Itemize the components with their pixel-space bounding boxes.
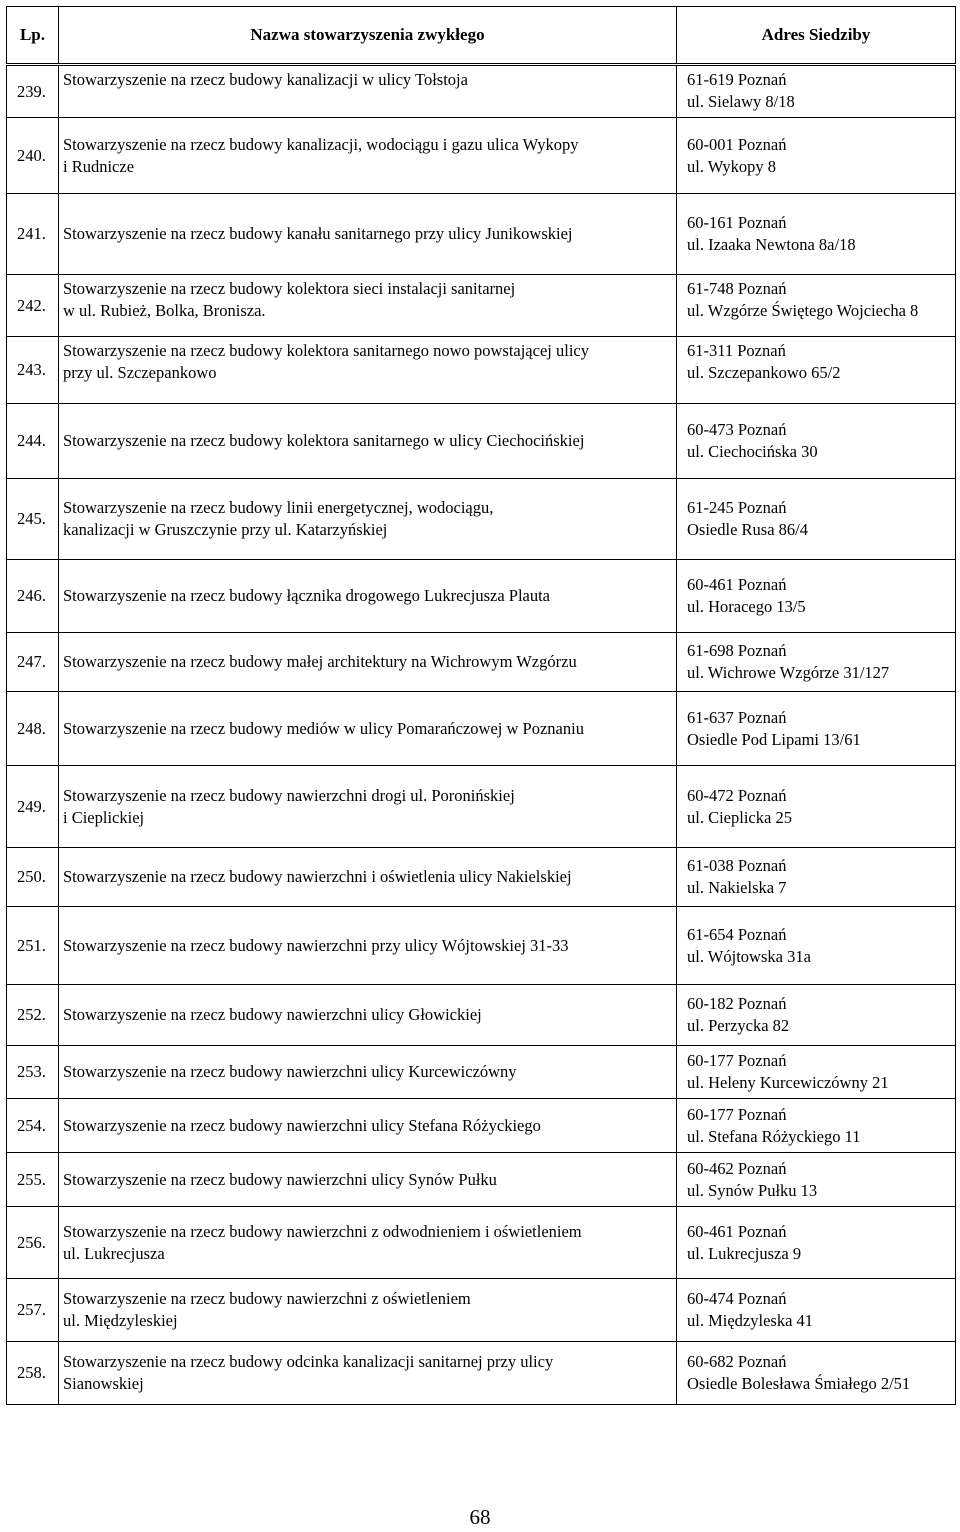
association-name-line: Stowarzyszenie na rzecz budowy kolektora sanitarnego w ulicy Ciechocińskiej [63,431,585,450]
row-number: 255. [7,1153,59,1207]
table-row [7,907,956,985]
address-line: 60-177 Poznań [687,1051,787,1070]
table-row [7,194,956,275]
table-row [7,1099,956,1153]
address-line: 61-311 Poznań [687,341,786,360]
table-row [7,1279,956,1342]
association-address [677,692,956,766]
association-name-line: Stowarzyszenie na rzecz budowy linii energetycznej, wodociągu, [63,498,494,517]
row-number: 250. [7,848,59,907]
address-line: Osiedle Pod Lipami 13/61 [687,729,861,749]
association-address [677,479,956,560]
association-name [59,118,677,194]
association-name [59,766,677,848]
association-name-line: Stowarzyszenie na rzecz budowy nawierzchni z oświetleniem [63,1289,471,1308]
header-row [7,7,956,65]
table-header [7,7,956,65]
association-name-line: Stowarzyszenie na rzecz budowy nawierzchni z odwodnieniem i oświetleniem [63,1221,582,1241]
address-line: ul. Synów Pułku 13 [687,1180,818,1200]
association-address [677,1207,956,1279]
address-line: 60-682 Poznań [687,1352,787,1371]
address-line: 61-038 Poznań [687,856,787,875]
address-line: ul. Wzgórze Świętego Wojciecha 8 [687,301,919,320]
association-name-line: i Rudnicze [63,156,135,176]
address-line: 61-619 Poznań [687,70,787,89]
association-address [677,766,956,848]
association-address [677,633,956,692]
table-row [7,1342,956,1405]
association-name [59,560,677,633]
row-number: 253. [7,1046,59,1099]
association-name [59,848,677,907]
row-number: 243. [7,337,59,404]
association-name [59,1046,677,1099]
address-line: Osiedle Rusa 86/4 [687,520,808,539]
association-name-line: Stowarzyszenie na rzecz budowy kanału sanitarnego przy ulicy Junikowskiej [63,224,573,243]
association-address [677,65,956,118]
address-line: 60-161 Poznań [687,213,787,232]
address-line: 60-461 Poznań [687,575,787,594]
association-address [677,1153,956,1207]
association-name [59,194,677,275]
association-name-line: Stowarzyszenie na rzecz budowy nawierzchni ulicy Synów Pułku [63,1169,497,1189]
association-name-line: Sianowskiej [63,1374,144,1393]
association-name [59,404,677,479]
table-row [7,337,956,404]
table-row [7,1207,956,1279]
association-address [677,848,956,907]
association-name-line: Stowarzyszenie na rzecz budowy nawierzchni ulicy Kurcewiczówny [63,1062,517,1081]
association-name [59,633,677,692]
association-address [677,1099,956,1153]
association-name [59,479,677,560]
address-line: 61-245 Poznań [687,498,787,517]
row-number: 244. [7,404,59,479]
association-address [677,985,956,1046]
association-name [59,907,677,985]
associations-table [6,6,956,1405]
association-address [677,1046,956,1099]
address-line: 60-472 Poznań [687,785,787,805]
address-line: 60-001 Poznań [687,134,787,154]
row-number: 239. [7,65,59,118]
association-name [59,337,677,404]
association-name [59,1099,677,1153]
address-line: 61-637 Poznań [687,707,787,727]
association-name [59,985,677,1046]
association-address [677,194,956,275]
address-line: Osiedle Bolesława Śmiałego 2/51 [687,1374,911,1393]
association-name [59,1153,677,1207]
address-line: ul. Sielawy 8/18 [687,92,795,111]
address-line: 60-182 Poznań [687,994,787,1013]
row-number: 247. [7,633,59,692]
row-number: 246. [7,560,59,633]
association-name [59,1342,677,1405]
row-number: 258. [7,1342,59,1405]
table-row [7,404,956,479]
row-number: 257. [7,1279,59,1342]
association-name-line: ul. Międzyleskiej [63,1311,178,1330]
association-address [677,1342,956,1405]
table-row [7,118,956,194]
table-row [7,65,956,118]
row-number: 256. [7,1207,59,1279]
address-line: ul. Heleny Kurcewiczówny 21 [687,1073,889,1092]
association-name-line: Stowarzyszenie na rzecz budowy nawierzchni ulicy Głowickiej [63,1005,482,1024]
row-number: 254. [7,1099,59,1153]
table-row [7,275,956,337]
row-number: 251. [7,907,59,985]
address-line: 61-698 Poznań [687,641,787,660]
association-name-line: Stowarzyszenie na rzecz budowy odcinka kanalizacji sanitarnej przy ulicy [63,1352,554,1371]
association-name-line: Stowarzyszenie na rzecz budowy mediów w ulicy Pomarańczowej w Poznaniu [63,718,584,738]
association-address [677,1279,956,1342]
association-name-line: Stowarzyszenie na rzecz budowy kanalizacji, wodociągu i gazu ulica Wykopy [63,134,579,154]
association-address [677,560,956,633]
row-number: 241. [7,194,59,275]
table-row [7,560,956,633]
row-number: 252. [7,985,59,1046]
header-address: Adres Siedziby [677,7,956,65]
address-line: ul. Wichrowe Wzgórze 31/127 [687,663,890,682]
row-number: 249. [7,766,59,848]
address-line: 60-177 Poznań [687,1104,787,1124]
address-line: 60-474 Poznań [687,1289,787,1308]
association-address [677,404,956,479]
address-line: 60-473 Poznań [687,420,787,439]
header-number: Lp. [7,7,59,65]
table-row [7,1153,956,1207]
table-row [7,479,956,560]
association-name [59,275,677,337]
association-name-line: przy ul. Szczepankowo [63,363,217,382]
association-name [59,1207,677,1279]
association-name-line: i Cieplickiej [63,807,145,827]
table-row [7,985,956,1046]
address-line: ul. Wykopy 8 [687,156,776,176]
address-line: ul. Izaaka Newtona 8a/18 [687,235,856,254]
row-number: 248. [7,692,59,766]
address-line: ul. Wójtowska 31a [687,946,811,966]
association-name-line: Stowarzyszenie na rzecz budowy nawierzchni przy ulicy Wójtowskiej 31-33 [63,935,569,955]
association-name-line: Stowarzyszenie na rzecz budowy kanalizacji w ulicy Tołstoja [63,70,468,89]
table-row [7,848,956,907]
address-line: ul. Ciechocińska 30 [687,442,818,461]
association-name [59,65,677,118]
address-line: 60-462 Poznań [687,1158,787,1178]
table-row [7,692,956,766]
address-line: ul. Lukrecjusza 9 [687,1243,802,1263]
association-name-line: Stowarzyszenie na rzecz budowy kolektora sieci instalacji sanitarnej [63,279,516,298]
table-row [7,766,956,848]
association-address [677,907,956,985]
page-number: 68 [469,1505,491,1529]
address-line: ul. Cieplicka 25 [687,807,792,827]
address-line: ul. Stefana Różyckiego 11 [687,1126,861,1146]
association-name [59,692,677,766]
association-name-line: Stowarzyszenie na rzecz budowy małej architektury na Wichrowym Wzgórzu [63,652,577,671]
table-row [7,633,956,692]
association-name-line: Stowarzyszenie na rzecz budowy nawierzchni drogi ul. Poronińskiej [63,785,515,805]
row-number: 245. [7,479,59,560]
association-name [59,1279,677,1342]
association-name-line: Stowarzyszenie na rzecz budowy kolektora sanitarnego nowo powstającej ulicy [63,341,589,360]
association-name-line: Stowarzyszenie na rzecz budowy nawierzchni ulicy Stefana Różyckiego [63,1115,541,1135]
address-line: ul. Horacego 13/5 [687,597,806,616]
association-name-line: Stowarzyszenie na rzecz budowy łącznika drogowego Lukrecjusza Plauta [63,586,551,605]
association-address [677,337,956,404]
row-number: 242. [7,275,59,337]
association-name-line: kanalizacji w Gruszczynie przy ul. Katarzyńskiej [63,520,388,539]
association-address [677,118,956,194]
row-number: 240. [7,118,59,194]
header-name: Nazwa stowarzyszenia zwykłego [59,7,677,65]
address-line: 61-748 Poznań [687,279,787,298]
address-line: ul. Międzyleska 41 [687,1311,814,1330]
table-body [7,65,956,1405]
address-line: 61-654 Poznań [687,924,787,944]
address-line: ul. Szczepankowo 65/2 [687,363,841,382]
association-name-line: Stowarzyszenie na rzecz budowy nawierzchni i oświetlenia ulicy Nakielskiej [63,867,572,886]
address-line: 60-461 Poznań [687,1221,787,1241]
association-address [677,275,956,337]
association-name-line: w ul. Rubież, Bolka, Bronisza. [63,301,266,320]
address-line: ul. Nakielska 7 [687,878,787,897]
address-line: ul. Perzycka 82 [687,1016,790,1035]
table-row [7,1046,956,1099]
association-name-line: ul. Lukrecjusza [63,1243,165,1263]
